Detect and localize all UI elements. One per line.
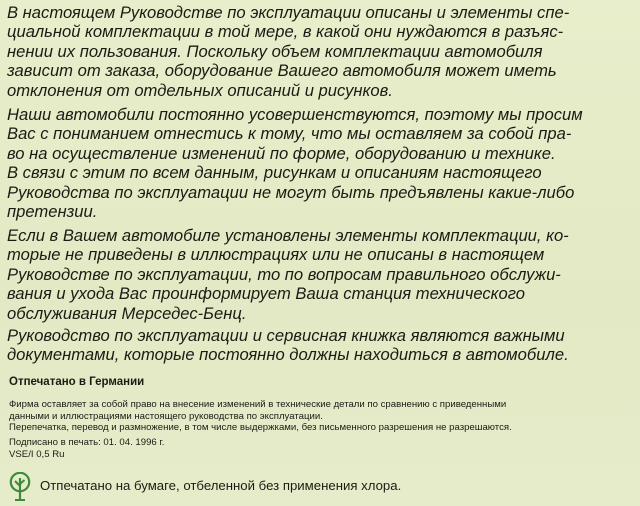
text-line: Вас с пониманием отнестись к тому, что мы оставляем за собой пра- xyxy=(7,124,572,144)
tree-icon xyxy=(8,472,32,502)
text-line: Если в Вашем автомобиле установлены элементы комплектации, ко- xyxy=(7,226,569,245)
text-line: Наши автомобили постоянно усовершенствуются, поэтому мы просим xyxy=(7,105,583,124)
paragraph-documents xyxy=(7,326,633,365)
paragraph-improvements xyxy=(7,105,633,221)
text-line: Руководства по эксплуатации не могут быть предъявлены какие-либо xyxy=(7,182,575,202)
text-line: обслуживания Мерседес-Бенц. xyxy=(7,303,247,323)
text-line: претензии. xyxy=(7,202,98,222)
text-line: Руководстве по эксплуатации, то по вопросам правильного обслужи- xyxy=(7,264,561,284)
legal-notice-line: Фирма оставляет за собой право на внесение изменений в технические детали по сравнению с приведенными xyxy=(9,399,507,410)
text-line: зависит от заказа, оборудование Вашего автомобиля может иметь xyxy=(7,61,557,81)
paragraph-service-station xyxy=(7,226,633,323)
text-line: Руководство по эксплуатации и сервисная книжка являются важными xyxy=(7,326,565,345)
text-line: отклонения от отдельных описаний и рисунков. xyxy=(7,80,393,100)
text-line: В связи с этим по всем данным, рисункам и описаниям настоящего xyxy=(7,163,542,183)
legal-notice-line: данными и иллюстрациями настоящего руководства по эксплуатации. xyxy=(9,410,323,422)
print-date: Подписано в печать: 01. 04. 1996 г. xyxy=(9,437,165,448)
text-line: торые не приведены в иллюстрациях или не описаны в настоящем xyxy=(7,245,545,265)
chlorine-free-paper-note: Отпечатано на бумаге, отбеленной без применения хлора. xyxy=(40,478,402,493)
legal-notice xyxy=(9,399,512,434)
text-line: во на осуществление изменений по форме, оборудованию и технике. xyxy=(7,143,556,163)
paragraph-equipment xyxy=(7,3,633,100)
text-line: вания и ухода Вас проинформирует Ваша станция технического xyxy=(7,284,525,304)
publication-code: VSE/I 0,5 Ru xyxy=(9,449,65,460)
imprint-heading: Отпечатано в Германии xyxy=(9,376,145,388)
legal-notice-line: Перепечатка, перевод и размножение, в том числе выдержками, без письменного разрешения не разрешаются. xyxy=(9,422,512,434)
text-line: В настоящем Руководстве по эксплуатации описаны и элементы спе- xyxy=(7,3,570,22)
text-line: документами, которые постоянно должны находиться в автомобиле. xyxy=(7,345,569,365)
text-line: циальной комплектации в той мере, в какой они нуждаются в разъяс- xyxy=(7,22,564,42)
text-line: нении их пользования. Поскольку объем комплектации автомобиля xyxy=(7,41,543,61)
